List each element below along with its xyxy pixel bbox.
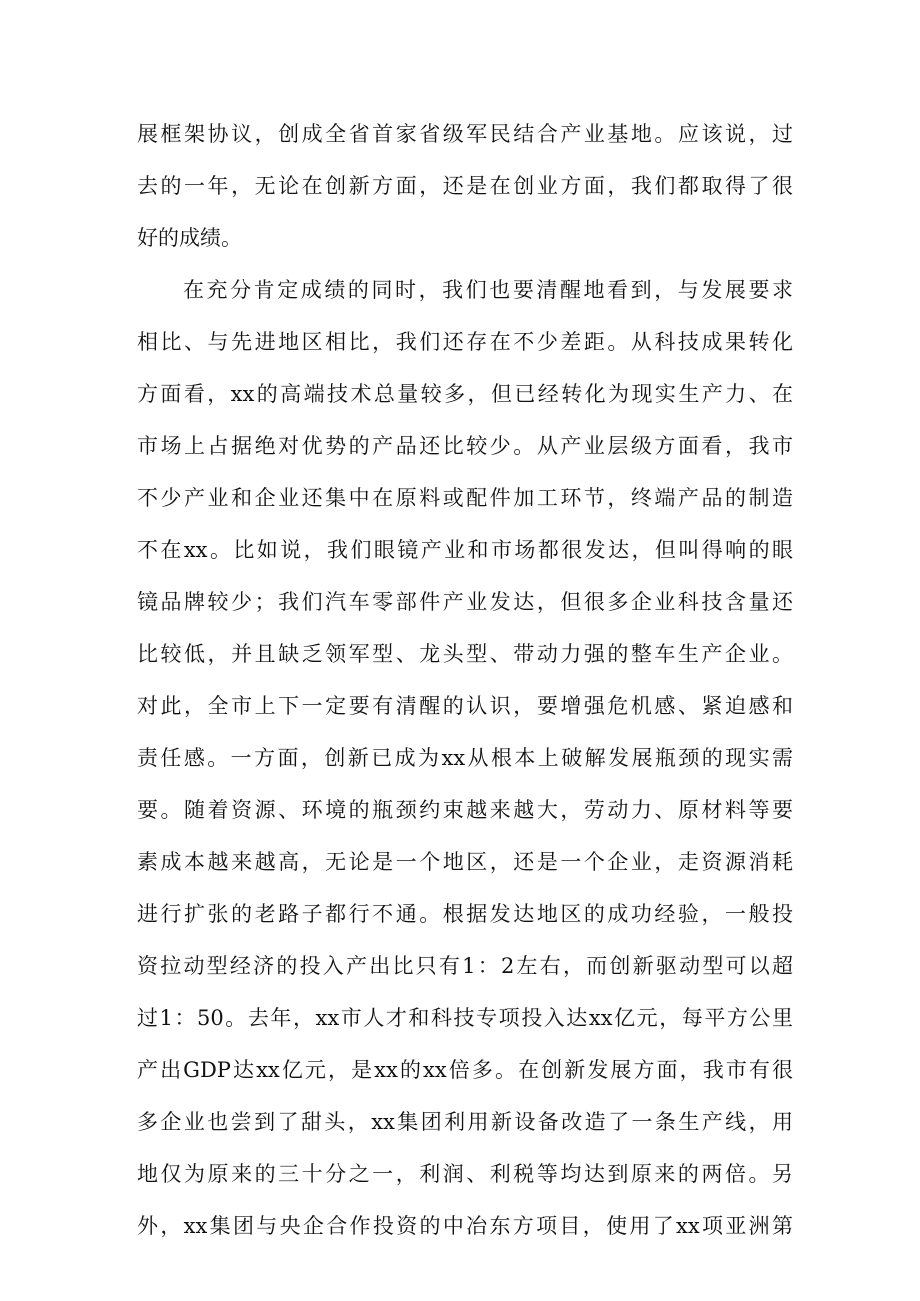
text-line: 比较低，并且缺乏领军型、龙头型、带动力强的整车生产企业。 <box>137 642 793 666</box>
text-line: 过1：50。去年，xx市人才和科技专项投入达xx亿元，每平方公里 <box>137 1006 793 1030</box>
text-line: 展框架协议，创成全省首家省级军民结合产业基地。应该说，过 <box>137 122 793 146</box>
text-line: 在充分肯定成绩的同时，我们也要清醒地看到，与发展要求 <box>183 278 793 302</box>
text-line: 方面看，xx的高端技术总量较多，但已经转化为现实生产力、在 <box>137 382 793 406</box>
text-line: 进行扩张的老路子都行不通。根据发达地区的成功经验，一般投 <box>137 902 793 926</box>
text-line: 市场上占据绝对优势的产品还比较少。从产业层级方面看，我市 <box>137 434 793 458</box>
text-line: 相比、与先进地区相比，我们还存在不少差距。从科技成果转化 <box>137 330 793 354</box>
text-line: 不在xx。比如说，我们眼镜产业和市场都很发达，但叫得响的眼 <box>137 538 793 562</box>
text-line: 多企业也尝到了甜头，xx集团利用新设备改造了一条生产线，用 <box>137 1110 793 1134</box>
paragraph-1 <box>137 108 793 264</box>
text-line: 责任感。一方面，创新已成为xx从根本上破解发展瓶颈的现实需 <box>137 746 793 770</box>
text-line: 外，xx集团与央企合作投资的中冶东方项目，使用了xx项亚洲第 <box>137 1214 793 1238</box>
paragraph-2 <box>137 264 793 1252</box>
text-line: 产出GDP达xx亿元，是xx的xx倍多。在创新发展方面，我市有很 <box>137 1058 793 1082</box>
text-line: 镜品牌较少；我们汽车零部件产业发达，但很多企业科技含量还 <box>137 590 793 614</box>
text-line: 不少产业和企业还集中在原料或配件加工环节，终端产品的制造 <box>137 486 793 510</box>
body-text <box>137 108 793 1252</box>
text-line: 对此，全市上下一定要有清醒的认识，要增强危机感、紧迫感和 <box>137 694 793 718</box>
text-line: 资拉动型经济的投入产出比只有1：2左右，而创新驱动型可以超 <box>137 954 793 978</box>
text-line: 地仅为原来的三十分之一，利润、利税等均达到原来的两倍。另 <box>137 1162 793 1186</box>
text-line: 好的成绩。 <box>137 226 242 250</box>
text-line: 素成本越来越高，无论是一个地区，还是一个企业，走资源消耗 <box>137 850 793 874</box>
text-line: 要。随着资源、环境的瓶颈约束越来越大，劳动力、原材料等要 <box>137 798 793 822</box>
text-line: 去的一年，无论在创新方面，还是在创业方面，我们都取得了很 <box>137 174 793 198</box>
